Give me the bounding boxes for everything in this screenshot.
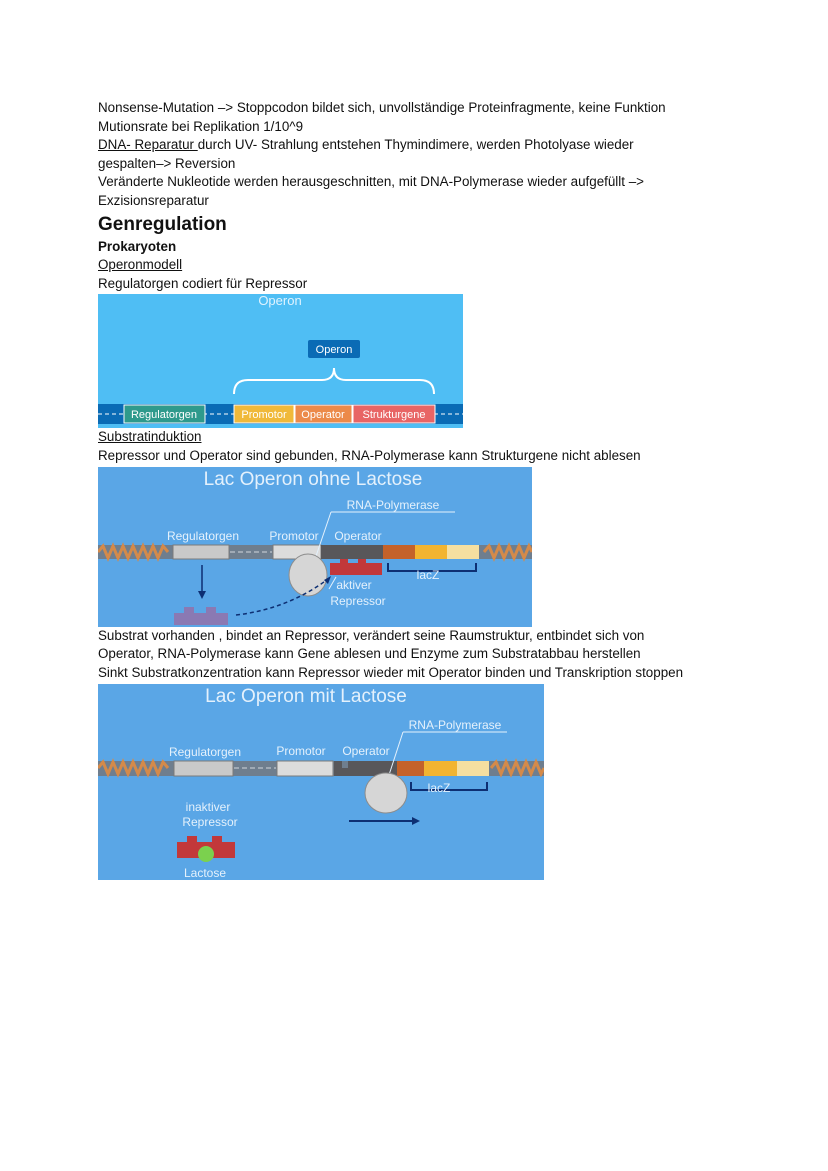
laca-gene-block: [457, 761, 489, 776]
operator-label: Operator: [334, 528, 382, 543]
repressor-label-line1: inaktiver: [185, 800, 231, 815]
promotor-block: [277, 761, 333, 776]
underlined-label: Substratinduktion: [98, 429, 202, 445]
lacy-gene-block: [424, 761, 457, 776]
text-line: Nonsense-Mutation –> Stoppcodon bildet sich, unvollständige Proteinfragmente, keine Funktion: [98, 100, 666, 115]
rna-polymerase-shape: [289, 554, 327, 596]
figure-title: Operon: [258, 294, 302, 309]
operator-label: Operator: [301, 409, 345, 422]
lacz-label: lacZ: [427, 781, 451, 796]
figure-title: Lac Operon mit Lactose: [205, 686, 407, 708]
underlined-label: Operonmodell: [98, 257, 183, 273]
text-line: Sinkt Substratkonzentration kann Repressor wieder mit Operator binden und Transkription stoppen: [98, 664, 684, 680]
lactose-molecule: [198, 846, 214, 862]
operator-block: [321, 545, 383, 559]
lacy-gene-block: [415, 545, 447, 559]
dna-reparatur-link: DNA- Reparatur: [98, 137, 198, 153]
operon-badge-label: Operon: [315, 344, 353, 357]
operator-notch: [342, 768, 348, 776]
rna-polymerase-shape: [365, 773, 407, 813]
figure-background: [98, 684, 544, 880]
promotor-label: Promotor: [269, 528, 319, 543]
operator-label: Operator: [342, 744, 390, 759]
operon-diagram: [98, 294, 463, 428]
subheading: Prokaryoten: [98, 238, 177, 254]
rna-polymerase-label: RNA-Polymerase: [346, 497, 440, 512]
text-line: [98, 136, 738, 155]
figure-title: Lac Operon ohne Lactose: [203, 468, 423, 490]
lac-operon-with-lactose-diagram: [98, 684, 544, 880]
promotor-label: Promotor: [241, 409, 287, 422]
repressor-label-line1: aktiver: [336, 577, 372, 592]
lactose-label: Lactose: [183, 866, 227, 881]
lacz-gene-block: [383, 545, 415, 559]
regulatorgen-block: [174, 761, 233, 776]
operator-block-left: [334, 761, 342, 776]
lacz-gene-block: [397, 761, 424, 776]
document-page: [98, 99, 738, 880]
regulatorgen-label: Regulatorgen: [130, 409, 198, 422]
text-line: Substrat vorhanden , bindet an Repressor, verändert seine Raumstruktur, entbindet sich von: [98, 627, 645, 643]
text-line: Mutionsrate bei Replikation 1/10^9: [98, 118, 304, 134]
repressor-label-line2: Repressor: [182, 815, 238, 830]
rna-polymerase-label: RNA-Polymerase: [408, 718, 502, 733]
regulatorgen-label: Regulatorgen: [166, 528, 240, 543]
text-segment: durch UV- Strahlung entstehen Thymindimere, werden Photolyase wieder: [197, 137, 634, 153]
text-line: Repressor und Operator sind gebunden, RNA-Polymerase kann Strukturgene nicht ablesen: [98, 447, 641, 463]
text-line: gespalten–> Reversion: [98, 155, 236, 171]
regulatorgen-block: [173, 545, 229, 559]
promotor-label: Promotor: [276, 744, 326, 759]
text-line: Exzisionsreparatur: [98, 192, 209, 208]
laca-gene-block: [447, 545, 479, 559]
text-line: Veränderte Nukleotide werden herausgeschnitten, mit DNA-Polymerase wieder aufgefüllt –>: [98, 174, 644, 190]
section-heading: Genregulation: [98, 213, 227, 235]
strukturgene-label: Strukturgene: [362, 409, 426, 422]
text-line: Regulatorgen codiert für Repressor: [98, 275, 308, 291]
text-line: Operator, RNA-Polymerase kann Gene ablesen und Enzyme zum Substratabbau herstellen: [98, 646, 641, 662]
lacz-label: lacZ: [416, 567, 440, 582]
regulatorgen-label: Regulatorgen: [168, 745, 242, 760]
repressor-label-line2: Repressor: [330, 593, 386, 608]
lac-operon-without-lactose-diagram: [98, 467, 532, 627]
